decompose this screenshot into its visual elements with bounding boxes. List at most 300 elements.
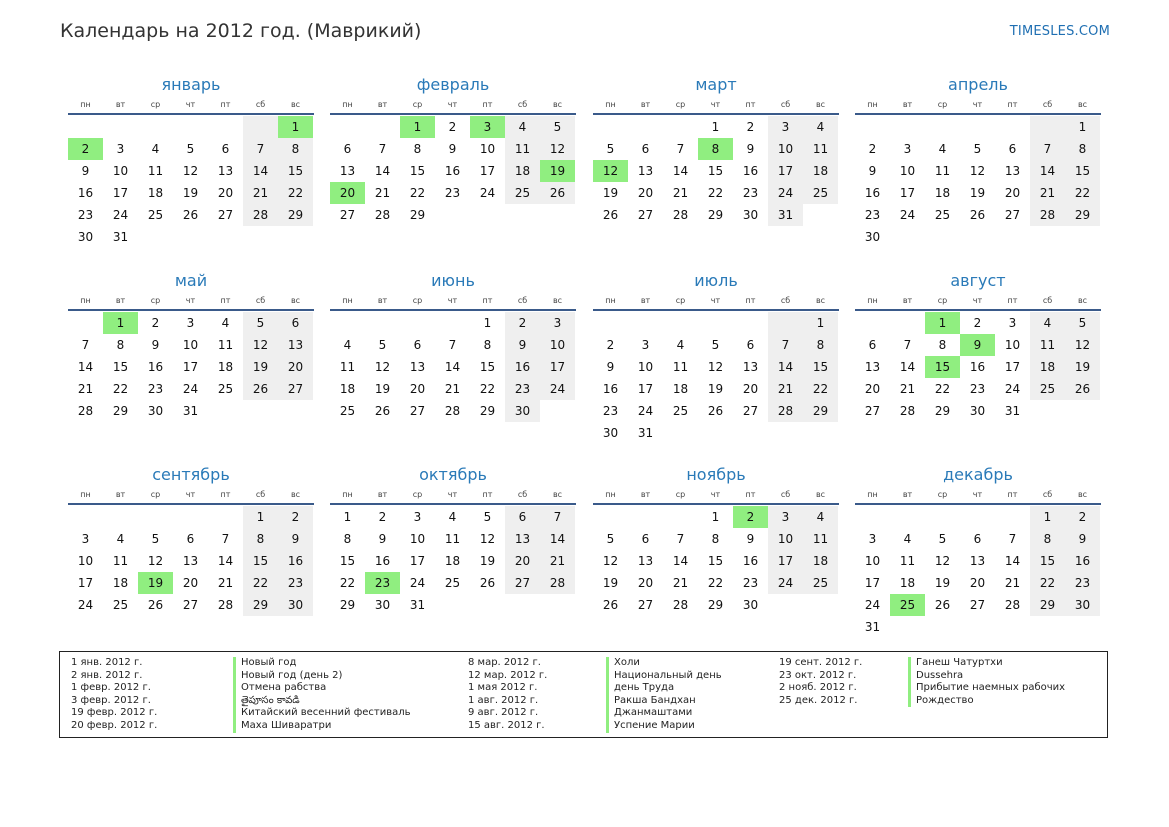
day-cell[interactable]: 30 [742, 208, 759, 222]
day-cell[interactable]: 13 [742, 360, 759, 374]
day-cell[interactable]: 21 [77, 382, 94, 396]
day-cell[interactable]: 2 [278, 506, 313, 528]
day-cell[interactable]: 1 [1065, 116, 1100, 138]
day-cell[interactable]: 19 [969, 186, 986, 200]
day-cell[interactable]: 15 [803, 356, 838, 378]
day-cell[interactable]: 20 [637, 186, 654, 200]
day-cell[interactable]: 12 [540, 138, 575, 160]
day-cell[interactable]: 13 [1004, 164, 1021, 178]
day-cell[interactable]: 15 [1030, 550, 1065, 572]
day-cell[interactable]: 16 [742, 554, 759, 568]
day-cell[interactable]: 24 [182, 382, 199, 396]
day-cell[interactable]: 23 [278, 572, 313, 594]
day-cell[interactable]: 23 [365, 572, 400, 594]
day-cell[interactable]: 2 [448, 120, 457, 134]
day-cell[interactable]: 28 [77, 404, 94, 418]
day-cell[interactable]: 27 [505, 572, 540, 594]
day-cell[interactable]: 15 [409, 164, 426, 178]
day-cell[interactable]: 10 [637, 360, 654, 374]
day-cell[interactable]: 23 [505, 378, 540, 400]
day-cell[interactable]: 18 [1030, 356, 1065, 378]
day-cell[interactable]: 15 [925, 356, 960, 378]
day-cell[interactable]: 9 [151, 338, 160, 352]
day-cell[interactable]: 26 [374, 404, 391, 418]
day-cell[interactable]: 13 [409, 360, 426, 374]
day-cell[interactable]: 26 [1065, 378, 1100, 400]
day-cell[interactable]: 3 [641, 338, 650, 352]
day-cell[interactable]: 14 [243, 160, 278, 182]
day-cell[interactable]: 6 [641, 142, 650, 156]
day-cell[interactable]: 13 [505, 528, 540, 550]
day-cell[interactable]: 17 [864, 576, 881, 590]
day-cell[interactable]: 29 [707, 208, 724, 222]
day-cell[interactable]: 17 [637, 382, 654, 396]
day-cell[interactable]: 27 [217, 208, 234, 222]
day-cell[interactable]: 22 [112, 382, 129, 396]
day-cell[interactable]: 14 [444, 360, 461, 374]
day-cell[interactable]: 19 [479, 554, 496, 568]
day-cell[interactable]: 23 [864, 208, 881, 222]
day-cell[interactable]: 10 [479, 142, 496, 156]
day-cell[interactable]: 7 [243, 138, 278, 160]
day-cell[interactable]: 5 [540, 116, 575, 138]
day-cell[interactable]: 8 [278, 138, 313, 160]
day-cell[interactable]: 11 [112, 554, 129, 568]
day-cell[interactable]: 28 [217, 598, 234, 612]
day-cell[interactable]: 2 [151, 316, 160, 330]
day-cell[interactable]: 12 [479, 532, 496, 546]
day-cell[interactable]: 14 [217, 554, 234, 568]
day-cell[interactable]: 25 [505, 182, 540, 204]
day-cell[interactable]: 9 [378, 532, 387, 546]
day-cell[interactable]: 15 [707, 164, 724, 178]
day-cell[interactable]: 27 [969, 598, 986, 612]
day-cell[interactable]: 20 [505, 550, 540, 572]
day-cell[interactable]: 16 [77, 186, 94, 200]
day-cell[interactable]: 22 [1065, 182, 1100, 204]
day-cell[interactable]: 22 [707, 186, 724, 200]
day-cell[interactable]: 5 [938, 532, 947, 546]
day-cell[interactable]: 29 [339, 598, 356, 612]
day-cell[interactable]: 4 [151, 142, 160, 156]
day-cell[interactable]: 13 [969, 554, 986, 568]
day-cell[interactable]: 12 [707, 360, 724, 374]
day-cell[interactable]: 14 [899, 360, 916, 374]
day-cell[interactable]: 1 [278, 116, 313, 138]
day-cell[interactable]: 23 [444, 186, 461, 200]
day-cell[interactable]: 16 [742, 164, 759, 178]
day-cell[interactable]: 23 [742, 576, 759, 590]
day-cell[interactable]: 23 [602, 404, 619, 418]
day-cell[interactable]: 9 [505, 334, 540, 356]
day-cell[interactable]: 3 [81, 532, 90, 546]
day-cell[interactable]: 27 [409, 404, 426, 418]
day-cell[interactable]: 14 [672, 554, 689, 568]
day-cell[interactable]: 7 [81, 338, 90, 352]
day-cell[interactable]: 8 [698, 138, 733, 160]
day-cell[interactable]: 24 [479, 186, 496, 200]
day-cell[interactable]: 2 [68, 138, 103, 160]
day-cell[interactable]: 14 [374, 164, 391, 178]
day-cell[interactable]: 24 [77, 598, 94, 612]
day-cell[interactable]: 12 [602, 554, 619, 568]
day-cell[interactable]: 5 [243, 312, 278, 334]
day-cell[interactable]: 13 [182, 554, 199, 568]
day-cell[interactable]: 20 [182, 576, 199, 590]
day-cell[interactable]: 15 [278, 160, 313, 182]
day-cell[interactable]: 4 [903, 532, 912, 546]
day-cell[interactable]: 18 [112, 576, 129, 590]
day-cell[interactable]: 13 [339, 164, 356, 178]
day-cell[interactable]: 21 [540, 550, 575, 572]
day-cell[interactable]: 3 [186, 316, 195, 330]
day-cell[interactable]: 31 [637, 426, 654, 440]
day-cell[interactable]: 25 [890, 594, 925, 616]
day-cell[interactable]: 8 [483, 338, 492, 352]
day-cell[interactable]: 24 [864, 598, 881, 612]
day-cell[interactable]: 15 [112, 360, 129, 374]
day-cell[interactable]: 5 [1065, 312, 1100, 334]
day-cell[interactable]: 18 [803, 160, 838, 182]
day-cell[interactable]: 20 [409, 382, 426, 396]
day-cell[interactable]: 6 [413, 338, 422, 352]
day-cell[interactable]: 21 [444, 382, 461, 396]
day-cell[interactable]: 22 [243, 572, 278, 594]
day-cell[interactable]: 30 [1065, 594, 1100, 616]
day-cell[interactable]: 16 [864, 186, 881, 200]
day-cell[interactable]: 26 [934, 598, 951, 612]
day-cell[interactable]: 22 [803, 378, 838, 400]
day-cell[interactable]: 9 [448, 142, 457, 156]
day-cell[interactable]: 3 [768, 506, 803, 528]
day-cell[interactable]: 8 [711, 532, 720, 546]
day-cell[interactable]: 23 [147, 382, 164, 396]
day-cell[interactable]: 22 [934, 382, 951, 396]
day-cell[interactable]: 1 [803, 312, 838, 334]
day-cell[interactable]: 29 [243, 594, 278, 616]
day-cell[interactable]: 30 [969, 404, 986, 418]
day-cell[interactable]: 19 [540, 160, 575, 182]
day-cell[interactable]: 28 [899, 404, 916, 418]
day-cell[interactable]: 8 [413, 142, 422, 156]
day-cell[interactable]: 3 [1008, 316, 1017, 330]
day-cell[interactable]: 29 [278, 204, 313, 226]
day-cell[interactable]: 21 [672, 576, 689, 590]
day-cell[interactable]: 20 [864, 382, 881, 396]
day-cell[interactable]: 13 [864, 360, 881, 374]
day-cell[interactable]: 22 [1030, 572, 1065, 594]
day-cell[interactable]: 16 [444, 164, 461, 178]
day-cell[interactable]: 23 [742, 186, 759, 200]
day-cell[interactable]: 20 [742, 382, 759, 396]
day-cell[interactable]: 10 [112, 164, 129, 178]
day-cell[interactable]: 4 [938, 142, 947, 156]
day-cell[interactable]: 7 [540, 506, 575, 528]
day-cell[interactable]: 9 [1065, 528, 1100, 550]
day-cell[interactable]: 13 [217, 164, 234, 178]
day-cell[interactable]: 29 [1030, 594, 1065, 616]
day-cell[interactable]: 26 [147, 598, 164, 612]
day-cell[interactable]: 7 [676, 532, 685, 546]
day-cell[interactable]: 25 [444, 576, 461, 590]
day-cell[interactable]: 10 [77, 554, 94, 568]
day-cell[interactable]: 26 [479, 576, 496, 590]
day-cell[interactable]: 2 [378, 510, 387, 524]
day-cell[interactable]: 10 [540, 334, 575, 356]
day-cell[interactable]: 31 [112, 230, 129, 244]
day-cell[interactable]: 5 [711, 338, 720, 352]
day-cell[interactable]: 6 [641, 532, 650, 546]
day-cell[interactable]: 9 [606, 360, 615, 374]
day-cell[interactable]: 12 [969, 164, 986, 178]
day-cell[interactable]: 8 [938, 338, 947, 352]
day-cell[interactable]: 18 [217, 360, 234, 374]
day-cell[interactable]: 17 [768, 550, 803, 572]
day-cell[interactable]: 24 [1004, 382, 1021, 396]
day-cell[interactable]: 30 [374, 598, 391, 612]
day-cell[interactable]: 9 [746, 532, 755, 546]
day-cell[interactable]: 17 [112, 186, 129, 200]
day-cell[interactable]: 28 [1004, 598, 1021, 612]
day-cell[interactable]: 27 [864, 404, 881, 418]
day-cell[interactable]: 3 [116, 142, 125, 156]
day-cell[interactable]: 8 [343, 532, 352, 546]
day-cell[interactable]: 2 [505, 312, 540, 334]
day-cell[interactable]: 19 [374, 382, 391, 396]
day-cell[interactable]: 6 [1008, 142, 1017, 156]
day-cell[interactable]: 27 [182, 598, 199, 612]
day-cell[interactable]: 13 [278, 334, 313, 356]
day-cell[interactable]: 2 [733, 506, 768, 528]
day-cell[interactable]: 28 [374, 208, 391, 222]
day-cell[interactable]: 9 [81, 164, 90, 178]
day-cell[interactable]: 28 [540, 572, 575, 594]
day-cell[interactable]: 17 [540, 356, 575, 378]
day-cell[interactable]: 27 [1004, 208, 1021, 222]
day-cell[interactable]: 29 [934, 404, 951, 418]
day-cell[interactable]: 26 [540, 182, 575, 204]
day-cell[interactable]: 31 [409, 598, 426, 612]
day-cell[interactable]: 14 [77, 360, 94, 374]
day-cell[interactable]: 31 [1004, 404, 1021, 418]
day-cell[interactable]: 30 [602, 426, 619, 440]
day-cell[interactable]: 12 [593, 160, 628, 182]
day-cell[interactable]: 23 [1065, 572, 1100, 594]
day-cell[interactable]: 18 [934, 186, 951, 200]
day-cell[interactable]: 29 [803, 400, 838, 422]
day-cell[interactable]: 21 [1030, 182, 1065, 204]
day-cell[interactable]: 1 [925, 312, 960, 334]
day-cell[interactable]: 22 [339, 576, 356, 590]
day-cell[interactable]: 15 [339, 554, 356, 568]
day-cell[interactable]: 10 [1004, 338, 1021, 352]
day-cell[interactable]: 31 [768, 204, 803, 226]
day-cell[interactable]: 26 [602, 598, 619, 612]
day-cell[interactable]: 13 [637, 164, 654, 178]
day-cell[interactable]: 29 [112, 404, 129, 418]
day-cell[interactable]: 7 [1008, 532, 1017, 546]
day-cell[interactable]: 7 [1030, 138, 1065, 160]
day-cell[interactable]: 6 [505, 506, 540, 528]
day-cell[interactable]: 18 [339, 382, 356, 396]
day-cell[interactable]: 9 [278, 528, 313, 550]
day-cell[interactable]: 3 [413, 510, 422, 524]
day-cell[interactable]: 19 [602, 576, 619, 590]
day-cell[interactable]: 25 [339, 404, 356, 418]
day-cell[interactable]: 26 [243, 378, 278, 400]
day-cell[interactable]: 17 [768, 160, 803, 182]
day-cell[interactable]: 20 [969, 576, 986, 590]
day-cell[interactable]: 25 [803, 572, 838, 594]
day-cell[interactable]: 3 [903, 142, 912, 156]
day-cell[interactable]: 17 [479, 164, 496, 178]
day-cell[interactable]: 19 [182, 186, 199, 200]
day-cell[interactable]: 11 [934, 164, 951, 178]
day-cell[interactable]: 23 [969, 382, 986, 396]
day-cell[interactable]: 11 [339, 360, 356, 374]
day-cell[interactable]: 10 [768, 528, 803, 550]
day-cell[interactable]: 21 [217, 576, 234, 590]
day-cell[interactable]: 7 [903, 338, 912, 352]
day-cell[interactable]: 12 [374, 360, 391, 374]
day-cell[interactable]: 11 [803, 138, 838, 160]
day-cell[interactable]: 14 [672, 164, 689, 178]
day-cell[interactable]: 27 [637, 208, 654, 222]
day-cell[interactable]: 7 [378, 142, 387, 156]
day-cell[interactable]: 11 [217, 338, 234, 352]
day-cell[interactable]: 6 [221, 142, 230, 156]
day-cell[interactable]: 6 [278, 312, 313, 334]
day-cell[interactable]: 1 [1030, 506, 1065, 528]
day-cell[interactable]: 22 [409, 186, 426, 200]
day-cell[interactable]: 24 [768, 572, 803, 594]
day-cell[interactable]: 30 [147, 404, 164, 418]
day-cell[interactable]: 2 [973, 316, 982, 330]
day-cell[interactable]: 22 [278, 182, 313, 204]
day-cell[interactable]: 4 [676, 338, 685, 352]
day-cell[interactable]: 26 [707, 404, 724, 418]
day-cell[interactable]: 11 [444, 532, 461, 546]
day-cell[interactable]: 27 [339, 208, 356, 222]
day-cell[interactable]: 5 [151, 532, 160, 546]
day-cell[interactable]: 8 [243, 528, 278, 550]
day-cell[interactable]: 21 [672, 186, 689, 200]
day-cell[interactable]: 21 [243, 182, 278, 204]
day-cell[interactable]: 20 [637, 576, 654, 590]
day-cell[interactable]: 11 [899, 554, 916, 568]
day-cell[interactable]: 6 [973, 532, 982, 546]
day-cell[interactable]: 11 [147, 164, 164, 178]
day-cell[interactable]: 24 [112, 208, 129, 222]
day-cell[interactable]: 8 [1030, 528, 1065, 550]
day-cell[interactable]: 7 [676, 142, 685, 156]
day-cell[interactable]: 4 [221, 316, 230, 330]
day-cell[interactable]: 1 [711, 510, 720, 524]
day-cell[interactable]: 29 [707, 598, 724, 612]
day-cell[interactable]: 6 [746, 338, 755, 352]
day-cell[interactable]: 11 [672, 360, 689, 374]
day-cell[interactable]: 18 [444, 554, 461, 568]
day-cell[interactable]: 22 [479, 382, 496, 396]
day-cell[interactable]: 11 [505, 138, 540, 160]
day-cell[interactable]: 1 [711, 120, 720, 134]
day-cell[interactable]: 5 [973, 142, 982, 156]
day-cell[interactable]: 29 [479, 404, 496, 418]
day-cell[interactable]: 20 [1004, 186, 1021, 200]
day-cell[interactable]: 31 [182, 404, 199, 418]
day-cell[interactable]: 14 [1004, 554, 1021, 568]
day-cell[interactable]: 16 [602, 382, 619, 396]
day-cell[interactable]: 24 [899, 208, 916, 222]
day-cell[interactable]: 17 [409, 554, 426, 568]
day-cell[interactable]: 4 [803, 506, 838, 528]
day-cell[interactable]: 16 [278, 550, 313, 572]
day-cell[interactable]: 19 [707, 382, 724, 396]
day-cell[interactable]: 24 [768, 182, 803, 204]
day-cell[interactable]: 4 [803, 116, 838, 138]
day-cell[interactable]: 19 [243, 356, 278, 378]
day-cell[interactable]: 29 [1065, 204, 1100, 226]
day-cell[interactable]: 12 [243, 334, 278, 356]
day-cell[interactable]: 18 [899, 576, 916, 590]
day-cell[interactable]: 11 [803, 528, 838, 550]
day-cell[interactable]: 26 [969, 208, 986, 222]
day-cell[interactable]: 28 [672, 598, 689, 612]
day-cell[interactable]: 15 [1065, 160, 1100, 182]
day-cell[interactable]: 2 [746, 120, 755, 134]
day-cell[interactable]: 21 [768, 378, 803, 400]
day-cell[interactable]: 20 [217, 186, 234, 200]
day-cell[interactable]: 5 [606, 142, 615, 156]
day-cell[interactable]: 10 [899, 164, 916, 178]
day-cell[interactable]: 2 [868, 142, 877, 156]
day-cell[interactable]: 18 [147, 186, 164, 200]
day-cell[interactable]: 12 [182, 164, 199, 178]
day-cell[interactable]: 29 [409, 208, 426, 222]
day-cell[interactable]: 21 [899, 382, 916, 396]
day-cell[interactable]: 21 [1004, 576, 1021, 590]
day-cell[interactable]: 12 [147, 554, 164, 568]
brand-link[interactable]: TIMESLES.COM [1009, 24, 1110, 39]
day-cell[interactable]: 13 [637, 554, 654, 568]
day-cell[interactable]: 18 [803, 550, 838, 572]
day-cell[interactable]: 20 [330, 182, 365, 204]
day-cell[interactable]: 28 [768, 400, 803, 422]
day-cell[interactable]: 10 [409, 532, 426, 546]
day-cell[interactable]: 7 [221, 532, 230, 546]
day-cell[interactable]: 4 [116, 532, 125, 546]
day-cell[interactable]: 14 [540, 528, 575, 550]
day-cell[interactable]: 1 [400, 116, 435, 138]
day-cell[interactable]: 16 [505, 356, 540, 378]
day-cell[interactable]: 5 [483, 510, 492, 524]
day-cell[interactable]: 12 [1065, 334, 1100, 356]
day-cell[interactable]: 26 [602, 208, 619, 222]
day-cell[interactable]: 3 [768, 116, 803, 138]
day-cell[interactable]: 4 [505, 116, 540, 138]
day-cell[interactable]: 1 [103, 312, 138, 334]
day-cell[interactable]: 12 [934, 554, 951, 568]
day-cell[interactable]: 9 [868, 164, 877, 178]
day-cell[interactable]: 17 [182, 360, 199, 374]
day-cell[interactable]: 19 [138, 572, 173, 594]
day-cell[interactable]: 1 [483, 316, 492, 330]
day-cell[interactable]: 4 [448, 510, 457, 524]
day-cell[interactable]: 30 [278, 594, 313, 616]
day-cell[interactable]: 24 [409, 576, 426, 590]
day-cell[interactable]: 9 [960, 334, 995, 356]
day-cell[interactable]: 20 [278, 356, 313, 378]
